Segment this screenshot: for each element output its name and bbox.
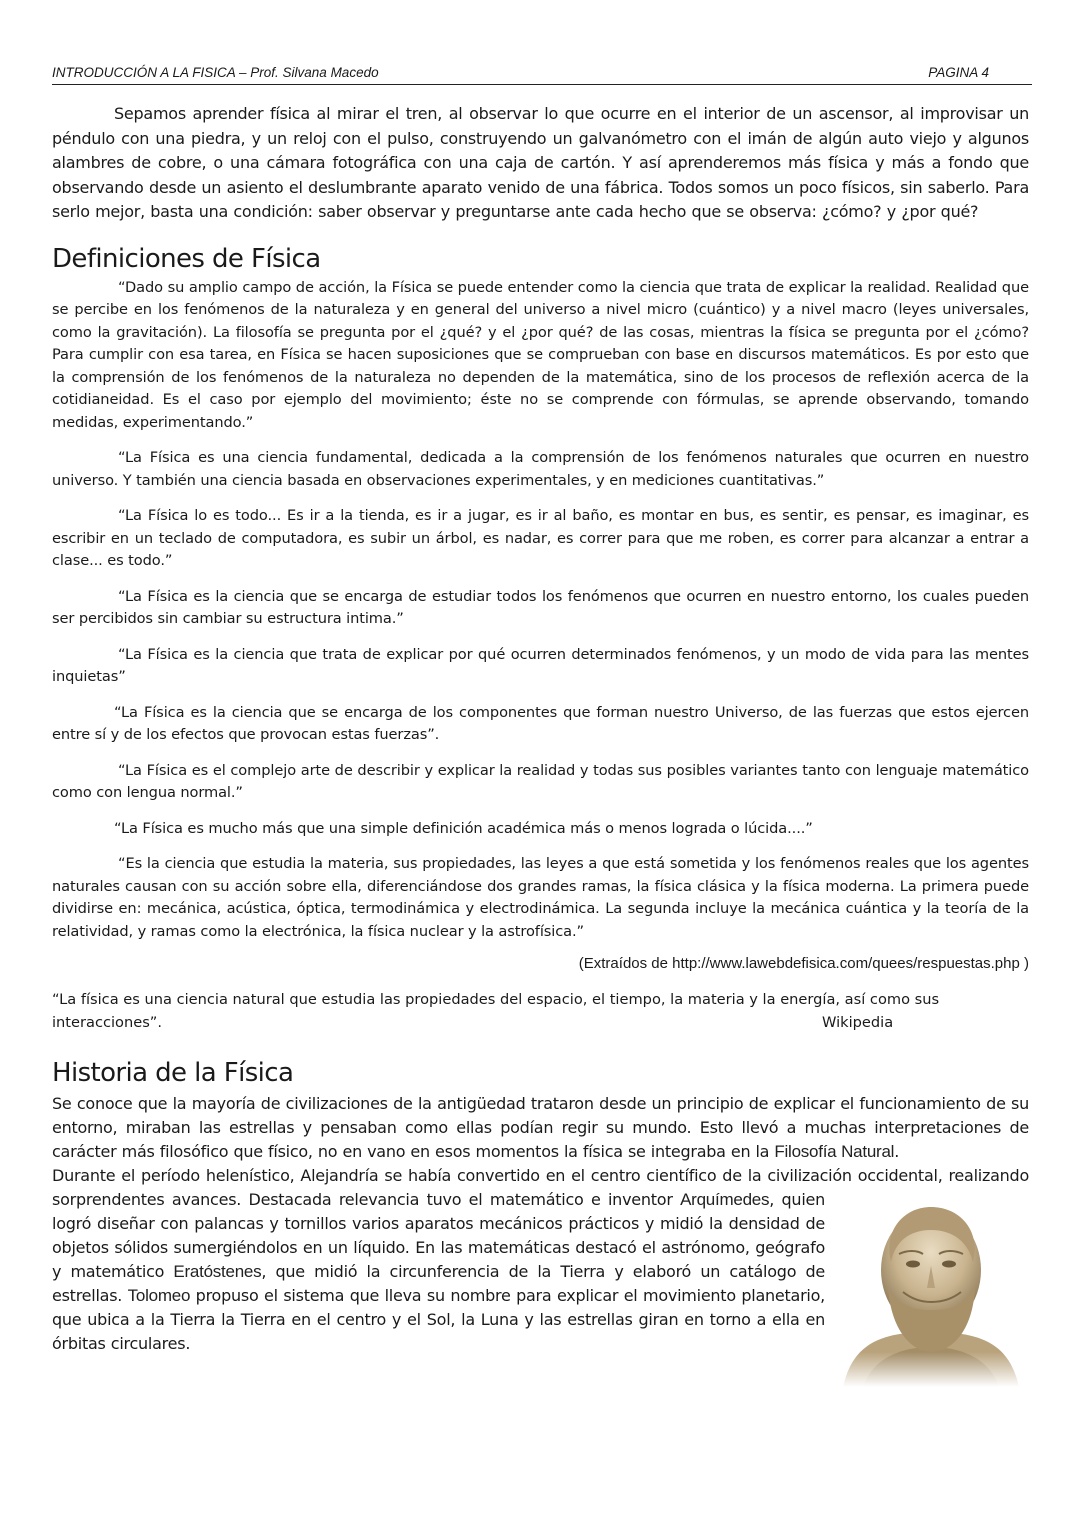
- historia-paragraph-2: [52, 1164, 1029, 1356]
- definition-quote: “Es la ciencia que estudia la materia, sus propiedades, las leyes a que está sometida y los fenómenos reales que los agentes naturales causan con su acción sobre ella, diferenciándose dos grandes ramas, la física clásica y la física moderna. La primera puede dividirse en: mecánica, acústica, óptica, termodinámica y electrodinámica. La segunda incluye la mecánica cuántica y la teoría de la relatividad, y ramas como la electrónica, la física nuclear y la astrofísica.”: [52, 855, 1029, 940]
- definition-quote: “La Física es la ciencia que se encarga de estudiar todos los fenómenos que ocurren en nuestro entorno, los cuales pueden ser percibidos sin cambiar su estructura intima.”: [52, 587, 1029, 627]
- historia-paragraph-2-wrap: [52, 1164, 1029, 1356]
- section-title-historia: Historia de la Física: [52, 1058, 294, 1088]
- aristotle-bust-image: [833, 1192, 1029, 1387]
- historia-p2-b: , quien logró diseñar con palancas y tornillos varios aparatos mecánicos prácticos y midió la densidad de objetos sólidos sumergiéndolos en un líquido. En las matemáticas destacó el astrónomo, geógrafo y matemático: [52, 1190, 825, 1281]
- main-content: [52, 102, 1029, 1393]
- arquimedes-name: Arquímedes: [680, 1190, 770, 1209]
- quotes-source: (Extraídos de http://www.lawebdefisica.com/quees/respuestas.php ): [578, 955, 1029, 972]
- header-course-title: INTRODUCCIÓN A LA FISICA – Prof. Silvana Macedo: [52, 65, 379, 80]
- historia-p1-text: Se conoce que la mayoría de civilizaciones de la antigüedad trataron desde un principio de explicar el funcionamiento de su entorno, miraban las estrellas y pensaban como ellas podían regir su mundo. Esto llevó a muchas interpretaciones de carácter más filosófico que físico, no en vano en esos momentos la física se integraba en la: [52, 1094, 1029, 1161]
- historia-p2-d: propuso el sistema que lleva su nombre para explicar el movimiento planetario, que ubica a la Tierra la Tierra en el centro y el Sol, la Luna y las estrellas giran en torno a ella en órbitas circulares.: [52, 1286, 825, 1353]
- definition-quote: “La Física es la ciencia que trata de explicar por qué ocurren determinados fenómenos, y un modo de vida para las mentes inquietas”: [52, 645, 1029, 685]
- historia-p2-c: , que midió la circunferencia de la Tierra y elaboró un catálogo de estrellas.: [52, 1262, 825, 1305]
- historia-paragraph-1: [52, 1092, 1029, 1164]
- tolomeo-name: Tolomeo: [127, 1286, 191, 1305]
- section-title-definiciones: Definiciones de Física: [52, 243, 321, 274]
- definition-quote: “La Física es la ciencia que se encarga de los componentes que forman nuestro Universo, de las fuerzas que estos ejercen entre sí y de los efectos que provocan estas fuerzas”.: [52, 703, 1029, 743]
- wikipedia-attribution: Wikipedia: [822, 1013, 894, 1031]
- definition-quote: “La Física lo es todo... Es ir a la tienda, es ir a jugar, es ir al baño, es montar en bus, es sentir, es pensar, es imaginar, es escribir en un teclado de computadora, es subir un árbol, es nadar, es correr para que me roben, es correr para alcanzar a entrar a clase... es todo.”: [52, 507, 1029, 569]
- filosofia-natural-term: Filosofía Natural: [774, 1142, 895, 1161]
- definition-quote: “La Física es el complejo arte de describir y explicar la realidad y todas sus posibles variantes tanto con lenguaje matemático como con lengua normal.”: [52, 761, 1029, 801]
- historia-p2-a: Durante el período helenístico, Alejandría se había convertido en el centro científico de la civilización occidental, realizando sorprendentes avances. Destacada relevancia tuvo el matemático e inventor: [52, 1166, 1029, 1209]
- header-page-number: PAGINA 4: [928, 65, 989, 80]
- historia-p1-end: .: [894, 1142, 900, 1161]
- wikipedia-quote: “La física es una ciencia natural que estudia las propiedades del espacio, el tiempo, la materia y la energía, así como sus interacciones”.: [52, 991, 940, 1031]
- intro-paragraph: Sepamos aprender física al mirar el tren, al observar lo que ocurre en el interior de un ascensor, al improvisar un péndulo con una piedra, y un reloj con el pulso, construyendo un galvanómetro con el imán de algún auto viejo y algunos alambres de cobre, o una cámara fotográfica con una caja de cartón. Y así aprenderemos más física y más a fondo que observando desde un asiento el deslumbrante aparato venido de una fábrica. Todos somos un poco físicos, sin saberlo. Para serlo mejor, basta una condición: saber observar y preguntarse ante cada hecho que se observa: ¿cómo? y ¿por qué?: [52, 104, 1029, 221]
- wikipedia-quote-block: [52, 989, 1029, 1034]
- eratostenes-name: Eratóstenes: [173, 1262, 262, 1281]
- definition-quote: “La Física es mucho más que una simple definición académica más o menos lograda o lúcida....”: [114, 819, 813, 837]
- definition-quote: “La Física es una ciencia fundamental, dedicada a la comprensión de los fenómenos naturales que ocurren en nuestro universo. Y también una ciencia basada en observaciones experimentales, y en mediciones cuantitativas.”: [52, 449, 1029, 489]
- definition-quote: “Dado su amplio campo de acción, la Física se puede entender como la ciencia que trata de explicar la realidad. Realidad que se percibe en los fenómenos de la naturaleza y en general del universo a nivel micro (cuántico) y a nivel macro (leyes universales, como la gravitación). La filosofía se pregunta por el ¿qué? y el ¿por qué? de las cosas, mientras la física se pregunta por el ¿cómo? Para cumplir con esa tarea, en Física se hacen suposiciones que se comprueban con base en discursos matemáticos. Es por esto que la comprensión de los fenómenos de la naturaleza no dependen de la matemática, sino de los procesos de reflexión acerca de la cotidianeidad. Es el caso por ejemplo del movimiento; éste no se comprende con fórmulas, se aprende observando, tomando medidas, experimentando.”: [52, 278, 1029, 431]
- page-header: [52, 64, 1032, 85]
